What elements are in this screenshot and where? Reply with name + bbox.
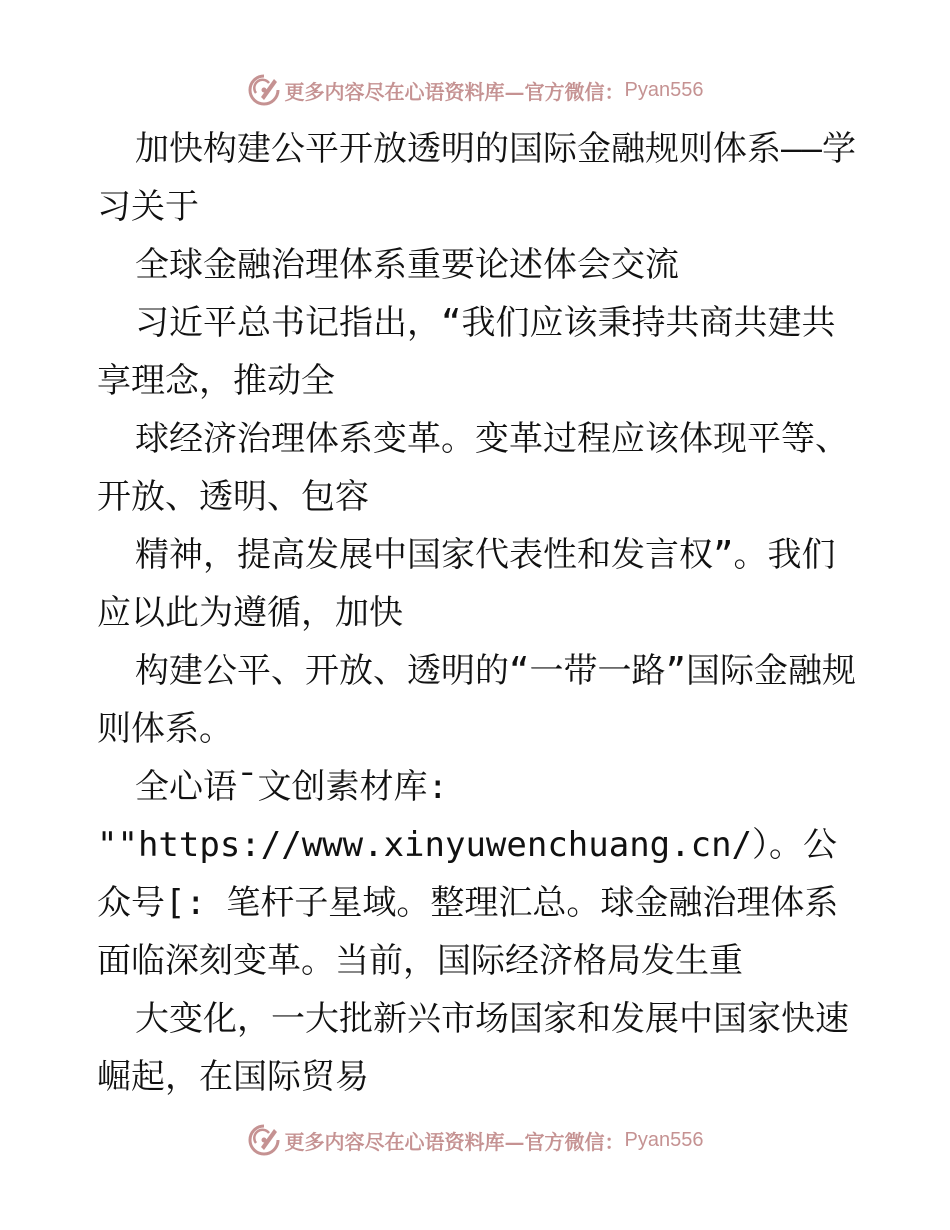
pen-nib-swirl-icon xyxy=(247,73,281,107)
body-paragraph: 构建公平、开放、透明的“一带一路”国际金融规则体系。 xyxy=(97,651,856,749)
footer-watermark xyxy=(0,1120,950,1160)
watermark-text: 更多内容尽在心语资料库—官方微信： xyxy=(284,1129,625,1154)
document-subtitle: 全球金融治理体系重要论述体会交流 xyxy=(135,245,679,285)
pen-nib-swirl-icon xyxy=(247,1123,281,1157)
header-watermark xyxy=(0,70,950,110)
body-paragraph: 精神，提高发展中国家代表性和发言权”。我们应以此为遵循，加快 xyxy=(97,535,836,633)
document-title: 加快构建公平开放透明的国际金融规则体系——学习关于 xyxy=(97,129,856,227)
watermark-text: 更多内容尽在心语资料库—官方微信： xyxy=(284,79,625,104)
source-note-paragraph: 全心语¯文创素材库: ""https://www.xinyuwenchuang.cn/）。公众号[: 笔杆子星域。整理汇总。球金融治理体系面临深刻变革。当前，国际经济格局发生重 xyxy=(97,767,839,981)
document-body xyxy=(97,120,857,1106)
watermark-wechat-id: Pyan556 xyxy=(624,78,704,101)
body-paragraph: 大变化，一大批新兴市场国家和发展中国家快速崛起，在国际贸易 xyxy=(97,999,849,1097)
body-paragraph: 球经济治理体系变革。变革过程应该体现平等、开放、透明、包容 xyxy=(97,419,849,517)
body-paragraph: 习近平总书记指出，“我们应该秉持共商共建共享理念，推动全 xyxy=(97,303,836,401)
watermark-wechat-id: Pyan556 xyxy=(624,1128,704,1151)
